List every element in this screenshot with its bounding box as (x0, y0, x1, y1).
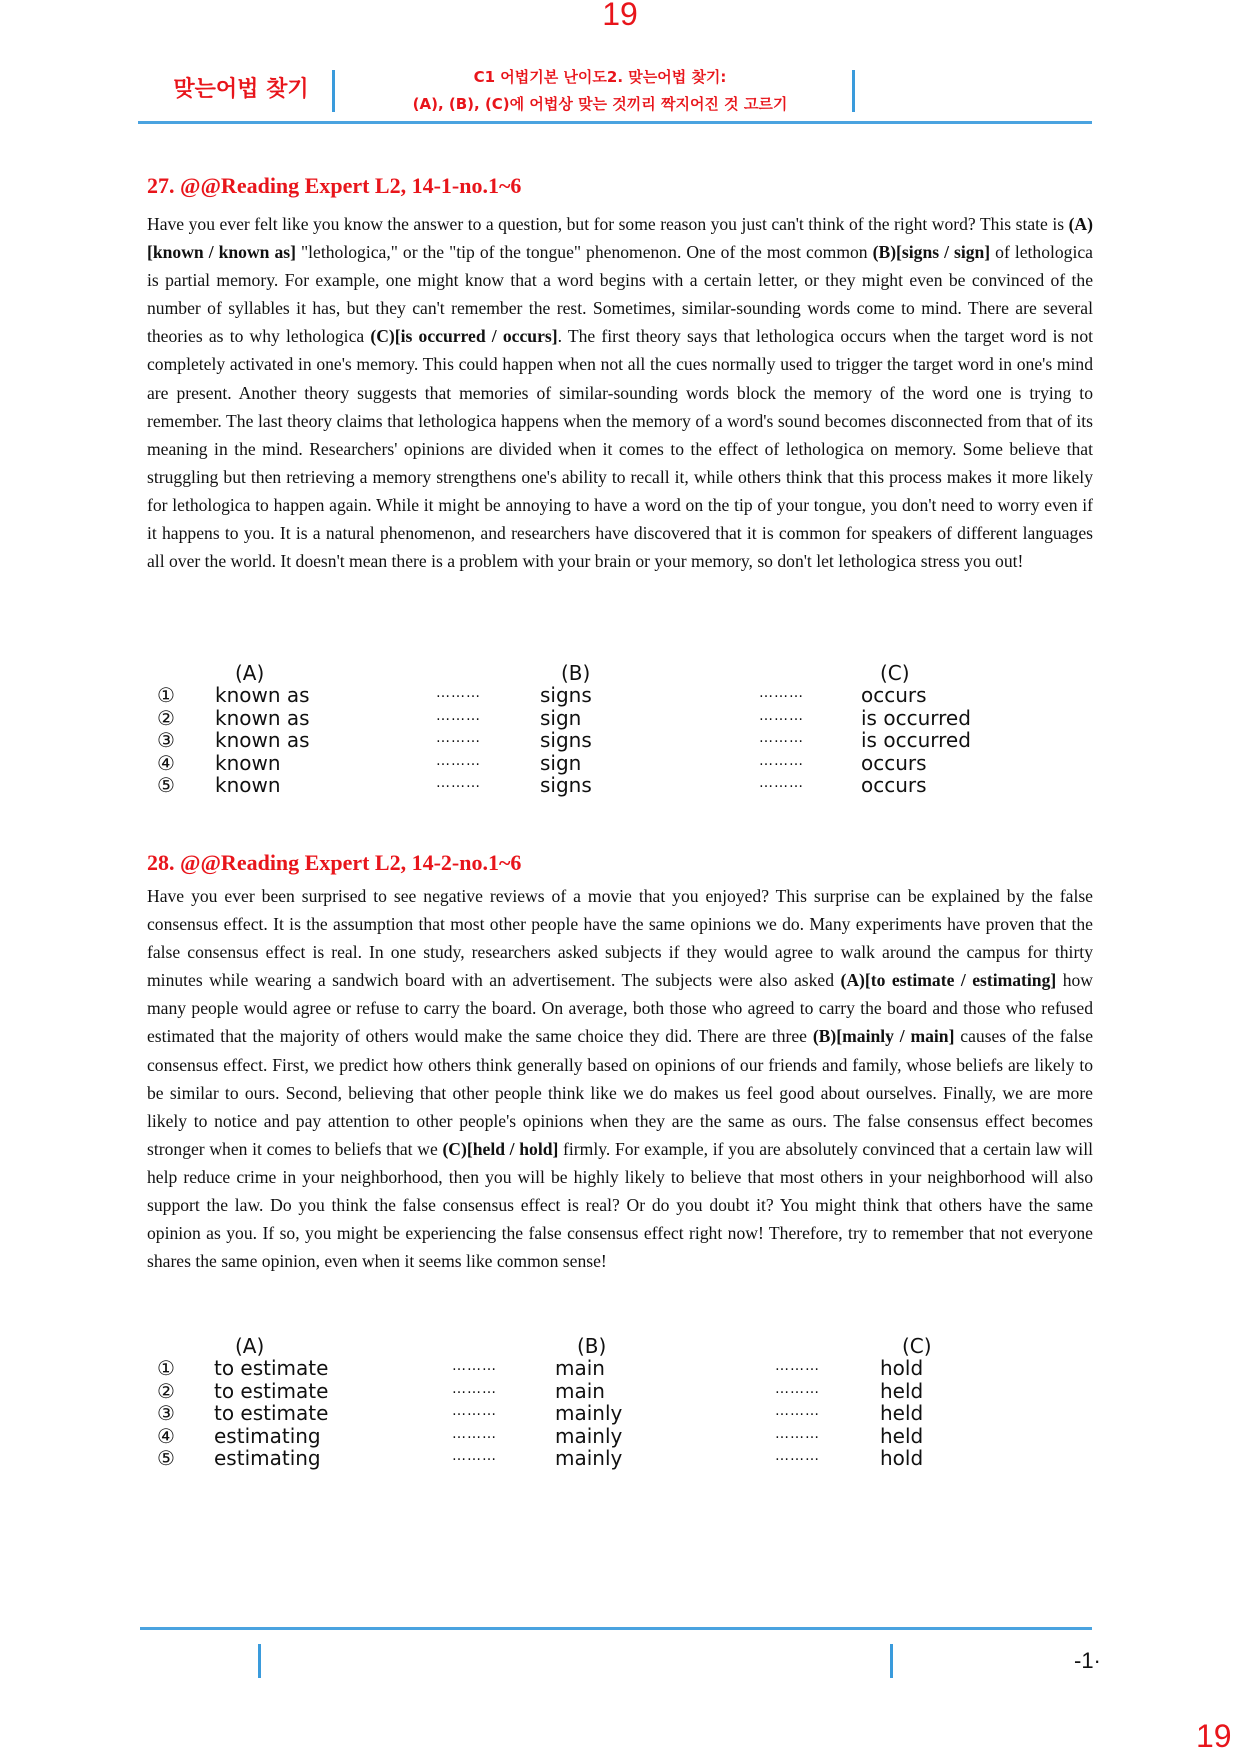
option-choice-b: signs (540, 683, 592, 707)
option-dots: ……… (452, 1425, 497, 1442)
option-choice-b: sign (540, 750, 582, 775)
passage-text: of lethologica is partial memory. For example, one might know that a word begins with a certain letter, or they might even be convinced of the number of syllables it has, but they can't remember the rest. Sometimes, similar-sounding words come to mind. There are several theories as to why lethologica (147, 242, 1093, 347)
option-dots: ……… (436, 752, 481, 769)
header-rule (138, 121, 1092, 124)
option-dots: ……… (759, 730, 804, 747)
option-header-a: (A) (235, 1334, 265, 1358)
option-number: ③ (157, 728, 175, 753)
page-number-top: 19 (602, 0, 638, 32)
option-header-b: (B) (561, 661, 591, 685)
option-choice-a: to estimate (214, 1356, 329, 1380)
option-dots: ……… (452, 1358, 497, 1374)
header-description (340, 64, 860, 118)
option-number: ④ (157, 1423, 175, 1448)
question-title-27: 27. @@Reading Expert L2, 14-1-no.1~6 (147, 173, 522, 198)
option-choice-c: occurs (861, 683, 927, 707)
option-number: ② (157, 705, 175, 730)
passage-text: how many people would agree or refuse to carry the board. On average, both those who agreed to carry the board and those who refused estimated that the majority of others would make the same choice they did. There are three (147, 970, 1094, 1047)
option-choice-a: known (215, 750, 281, 775)
option-number: ⑤ (157, 773, 175, 798)
question-passage-28 (147, 882, 1093, 1275)
option-dots: ……… (452, 1403, 497, 1420)
footer-divider-left (258, 1644, 261, 1678)
option-number: ⑤ (157, 1446, 175, 1471)
option-dots: ……… (775, 1403, 820, 1420)
blank-choice: (B)[signs / sign] (872, 242, 991, 263)
option-dots: ……… (775, 1425, 820, 1442)
option-choice-b: main (555, 1356, 605, 1380)
option-choice-a: estimating (214, 1423, 321, 1448)
blank-choice: (A)[known / known as] (147, 214, 1093, 263)
option-dots: ……… (436, 707, 481, 724)
option-dots: ……… (775, 1380, 820, 1397)
blank-choice: (C)[held / hold] (442, 1138, 559, 1159)
option-dots: ……… (759, 752, 804, 769)
option-choice-c: held (880, 1401, 924, 1426)
page-number-bottom: 19 (1196, 1718, 1232, 1754)
passage-text: Have you ever been surprised to see negative reviews of a movie that you enjoyed? This surprise can be explained by the false consensus effect. It is the assumption that most other people have the same opinions we do. Many experiments have proven that the false consensus effect is real. In one study, researchers asked subjects if they would agree to walk around the campus for thirty minutes while wearing a sandwich board with an advertisement. The subjects were also asked (147, 886, 1093, 991)
option-choice-c: held (880, 1378, 924, 1403)
question-passage-27 (147, 210, 1093, 575)
option-dots: ……… (759, 775, 804, 792)
section-label: 맞는어법 찾기 (173, 77, 309, 102)
passage-text: firmly. For example, if you are absolutely convinced that a certain law will help reduce crime in your neighborhood, then you will be highly likely to believe that most others in your neighborhood will also support the law. Do you think the false consensus effect is real? Or do you doubt it? You might think that others have the same opinion as you. If so, you might be experiencing the false consensus effect right now! Therefore, try to remember that not everyone shares the same opinion, even when it seems like common sense! (147, 1138, 1093, 1272)
blank-choice: (A)[to estimate / estimating] (840, 970, 1057, 991)
option-choice-b: mainly (555, 1423, 623, 1448)
option-choice-b: main (555, 1378, 605, 1403)
option-dots: ……… (452, 1448, 497, 1465)
option-number: ③ (157, 1401, 175, 1426)
option-choice-a: estimating (214, 1446, 321, 1471)
option-choice-c: occurs (861, 750, 927, 775)
option-choice-b: mainly (555, 1401, 623, 1426)
option-choice-a: known (215, 773, 281, 798)
option-dots: ……… (759, 685, 804, 701)
option-header-c: (C) (880, 661, 910, 685)
header-divider-left (332, 70, 335, 112)
option-dots: ……… (775, 1448, 820, 1465)
footer-divider-right (890, 1644, 893, 1678)
footer-page-label: -1· (1074, 1648, 1101, 1673)
option-dots: ……… (436, 685, 481, 701)
option-choice-a: to estimate (214, 1378, 329, 1403)
option-number: ④ (157, 750, 175, 775)
footer-rule (140, 1627, 1092, 1630)
passage-text: causes of the false consensus effect. First, we predict how others think generally based on opinions of our friends and family, whose beliefs are likely to be similar to ours. Second, believing that other people think like we do makes us feel good about ourselves. Finally, we are more likely to notice and pay attention to other people's opinions when they are the same as ours. The false consensus effect becomes stronger when it comes to beliefs that we (147, 1026, 1094, 1159)
option-dots: ……… (775, 1358, 820, 1374)
blank-choice: (B)[mainly / main] (812, 1026, 955, 1047)
header-divider-right (852, 70, 855, 112)
passage-text: "lethologica," or the "tip of the tongue" phenomenon. One of the most common (295, 242, 873, 263)
passage-text: . The first theory says that lethologica occurs when the target word is not completely activated in one's memory. This could happen when not all the cues normally used to trigger the target word in one's mind are present. Another theory suggests that memories of similar-sounding words block the memory of the word one is trying to remember. The last theory claims that lethologica happens when the memory of a word's sound becomes disconnected from that of its meaning in the mind. Researchers' opinions are divided when it comes to the effect of lethologica on memory. Some believe that struggling but then retrieving a memory strengthens one's ability to recall it, while others think that this process makes it more likely for lethologica to happen again. While it might be annoying to have a word on the tip of your tongue, you don't need to worry even if it happens to you. It is a natural phenomenon, and researchers have discovered that it is common for speakers of different languages all over the world. It doesn't mean there is a problem with your brain or your memory, so don't let lethologica stress you out! (147, 326, 1093, 572)
option-dots: ……… (759, 707, 804, 724)
option-choice-c: hold (880, 1356, 924, 1380)
option-dots: ……… (436, 775, 481, 792)
option-choice-a: to estimate (214, 1401, 329, 1426)
option-choice-c: held (880, 1423, 924, 1448)
blank-choice: (C)[is occurred / occurs] (370, 326, 558, 347)
option-choice-b: sign (540, 705, 582, 730)
option-choice-b: signs (540, 728, 592, 753)
option-number: ① (157, 683, 175, 707)
option-choice-b: mainly (555, 1446, 623, 1471)
option-header-a: (A) (235, 661, 265, 685)
option-choice-a: known as (215, 728, 310, 753)
option-choice-c: is occurred (861, 705, 971, 730)
header-desc-line2: (A), (B), (C)에 어법상 맞는 것끼리 짝지어진 것 고르기 (412, 95, 788, 113)
option-choice-a: known as (215, 683, 310, 707)
option-dots: ……… (436, 730, 481, 747)
option-choice-a: known as (215, 705, 310, 730)
option-number: ② (157, 1378, 175, 1403)
passage-text: Have you ever felt like you know the answer to a question, but for some reason you just can't think of the right word? This state is (147, 214, 1069, 234)
option-header-b: (B) (577, 1334, 607, 1358)
option-choice-c: occurs (861, 773, 927, 798)
question-title-28: 28. @@Reading Expert L2, 14-2-no.1~6 (147, 850, 522, 875)
option-choice-b: signs (540, 773, 592, 798)
option-dots: ……… (452, 1380, 497, 1397)
option-choice-c: hold (880, 1446, 924, 1471)
option-number: ① (157, 1356, 175, 1380)
header-desc-line1: C1 어법기본 난이도2. 맞는어법 찾기: (473, 68, 727, 86)
option-header-c: (C) (902, 1334, 932, 1358)
option-choice-c: is occurred (861, 728, 971, 753)
